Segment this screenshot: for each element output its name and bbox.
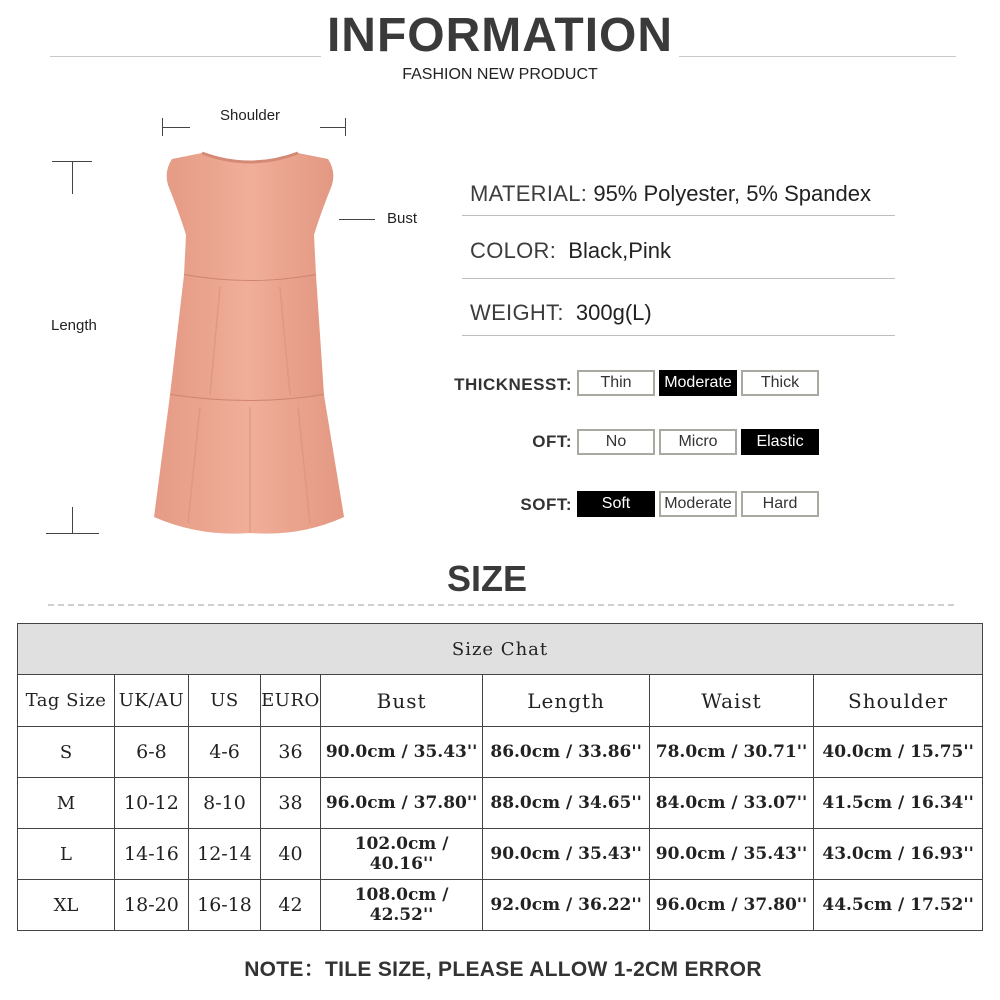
oft-option-micro: Micro (659, 429, 737, 455)
header-bust: Bust (320, 675, 483, 727)
cell-waist: 84.0cm / 33.07'' (649, 778, 813, 829)
cell-shoulder: 41.5cm / 16.34'' (814, 778, 983, 829)
cell-uk-au: 6-8 (115, 727, 189, 778)
cell-euro: 36 (261, 727, 321, 778)
size-table (17, 623, 983, 931)
cell-waist: 96.0cm / 37.80'' (649, 880, 813, 931)
cell-shoulder: 43.0cm / 16.93'' (814, 829, 983, 880)
cell-bust: 96.0cm / 37.80'' (320, 778, 483, 829)
length-label: Length (51, 317, 97, 334)
cell-bust: 102.0cm / 40.16'' (320, 829, 483, 880)
dress-image (140, 145, 360, 545)
oft-option-no: No (577, 429, 655, 455)
header-shoulder: Shoulder (814, 675, 983, 727)
table-caption-row (18, 624, 983, 675)
shoulder-line-left (162, 127, 190, 128)
table-row (18, 880, 983, 931)
oft-option-elastic: Elastic (741, 429, 819, 455)
material-row (470, 181, 895, 207)
header-uk-au: UK/AU (115, 675, 189, 727)
size-heading: SIZE (446, 558, 527, 599)
color-divider (462, 278, 895, 279)
cell-us: 16-18 (188, 880, 260, 931)
header-euro: EURO (261, 675, 321, 727)
cell-euro: 38 (261, 778, 321, 829)
weight-row (470, 300, 895, 326)
soft-label: SOFT: (520, 495, 572, 514)
color-key: COLOR: (470, 238, 557, 263)
cell-uk-au: 14-16 (115, 829, 189, 880)
length-line-top (72, 161, 73, 194)
shoulder-cap-right (345, 118, 346, 136)
thickness-option-thick: Thick (741, 370, 819, 396)
cell-waist: 78.0cm / 30.71'' (649, 727, 813, 778)
thickness-option-thin: Thin (577, 370, 655, 396)
cell-us: 12-14 (188, 829, 260, 880)
weight-key: WEIGHT: (470, 300, 564, 325)
cell-length: 90.0cm / 35.43'' (483, 829, 649, 880)
cell-us: 4-6 (188, 727, 260, 778)
cell-length: 88.0cm / 34.65'' (483, 778, 649, 829)
page-title: INFORMATION (0, 8, 1000, 63)
cell-uk-au: 18-20 (115, 880, 189, 931)
cell-tag-size: M (18, 778, 115, 829)
size-note: NOTE：TILE SIZE, PLEASE ALLOW 1-2CM ERROR (244, 958, 762, 981)
shoulder-line-right (320, 127, 345, 128)
oft-label: OFT: (532, 432, 572, 451)
cell-euro: 42 (261, 880, 321, 931)
material-value: 95% Polyester, 5% Spandex (593, 181, 871, 206)
material-key: MATERIAL: (470, 181, 588, 206)
header-length: Length (483, 675, 649, 727)
cell-length: 92.0cm / 36.22'' (483, 880, 649, 931)
table-row (18, 727, 983, 778)
cell-euro: 40 (261, 829, 321, 880)
cell-us: 8-10 (188, 778, 260, 829)
cell-shoulder: 44.5cm / 17.52'' (814, 880, 983, 931)
cell-waist: 90.0cm / 35.43'' (649, 829, 813, 880)
header-waist: Waist (649, 675, 813, 727)
length-cap-bottom (46, 533, 99, 534)
table-row (18, 778, 983, 829)
table-header-row (18, 675, 983, 727)
cell-tag-size: L (18, 829, 115, 880)
page-subtitle: FASHION NEW PRODUCT (402, 66, 598, 83)
soft-option-soft: Soft (577, 491, 655, 517)
color-value: Black,Pink (568, 238, 671, 263)
shoulder-cap-left (162, 118, 163, 136)
soft-option-moderate: Moderate (659, 491, 737, 517)
header-us: US (188, 675, 260, 727)
cell-length: 86.0cm / 33.86'' (483, 727, 649, 778)
table-caption: Size Chat (18, 624, 983, 675)
cell-uk-au: 10-12 (115, 778, 189, 829)
shoulder-label: Shoulder (220, 107, 281, 124)
cell-bust: 90.0cm / 35.43'' (320, 727, 483, 778)
cell-tag-size: XL (18, 880, 115, 931)
material-divider (462, 215, 895, 216)
cell-shoulder: 40.0cm / 15.75'' (814, 727, 983, 778)
size-divider (48, 604, 954, 606)
weight-divider (462, 335, 895, 336)
bust-line (339, 219, 375, 220)
soft-option-hard: Hard (741, 491, 819, 517)
bust-label: Bust (387, 210, 418, 227)
cell-tag-size: S (18, 727, 115, 778)
length-line-bottom (72, 507, 73, 533)
weight-value: 300g(L) (575, 300, 652, 325)
cell-bust: 108.0cm / 42.52'' (320, 880, 483, 931)
header-tag-size: Tag Size (18, 675, 115, 727)
color-row (470, 238, 895, 264)
thickness-label: THICKNESST: (454, 375, 572, 394)
thickness-option-moderate: Moderate (659, 370, 737, 396)
table-row (18, 829, 983, 880)
